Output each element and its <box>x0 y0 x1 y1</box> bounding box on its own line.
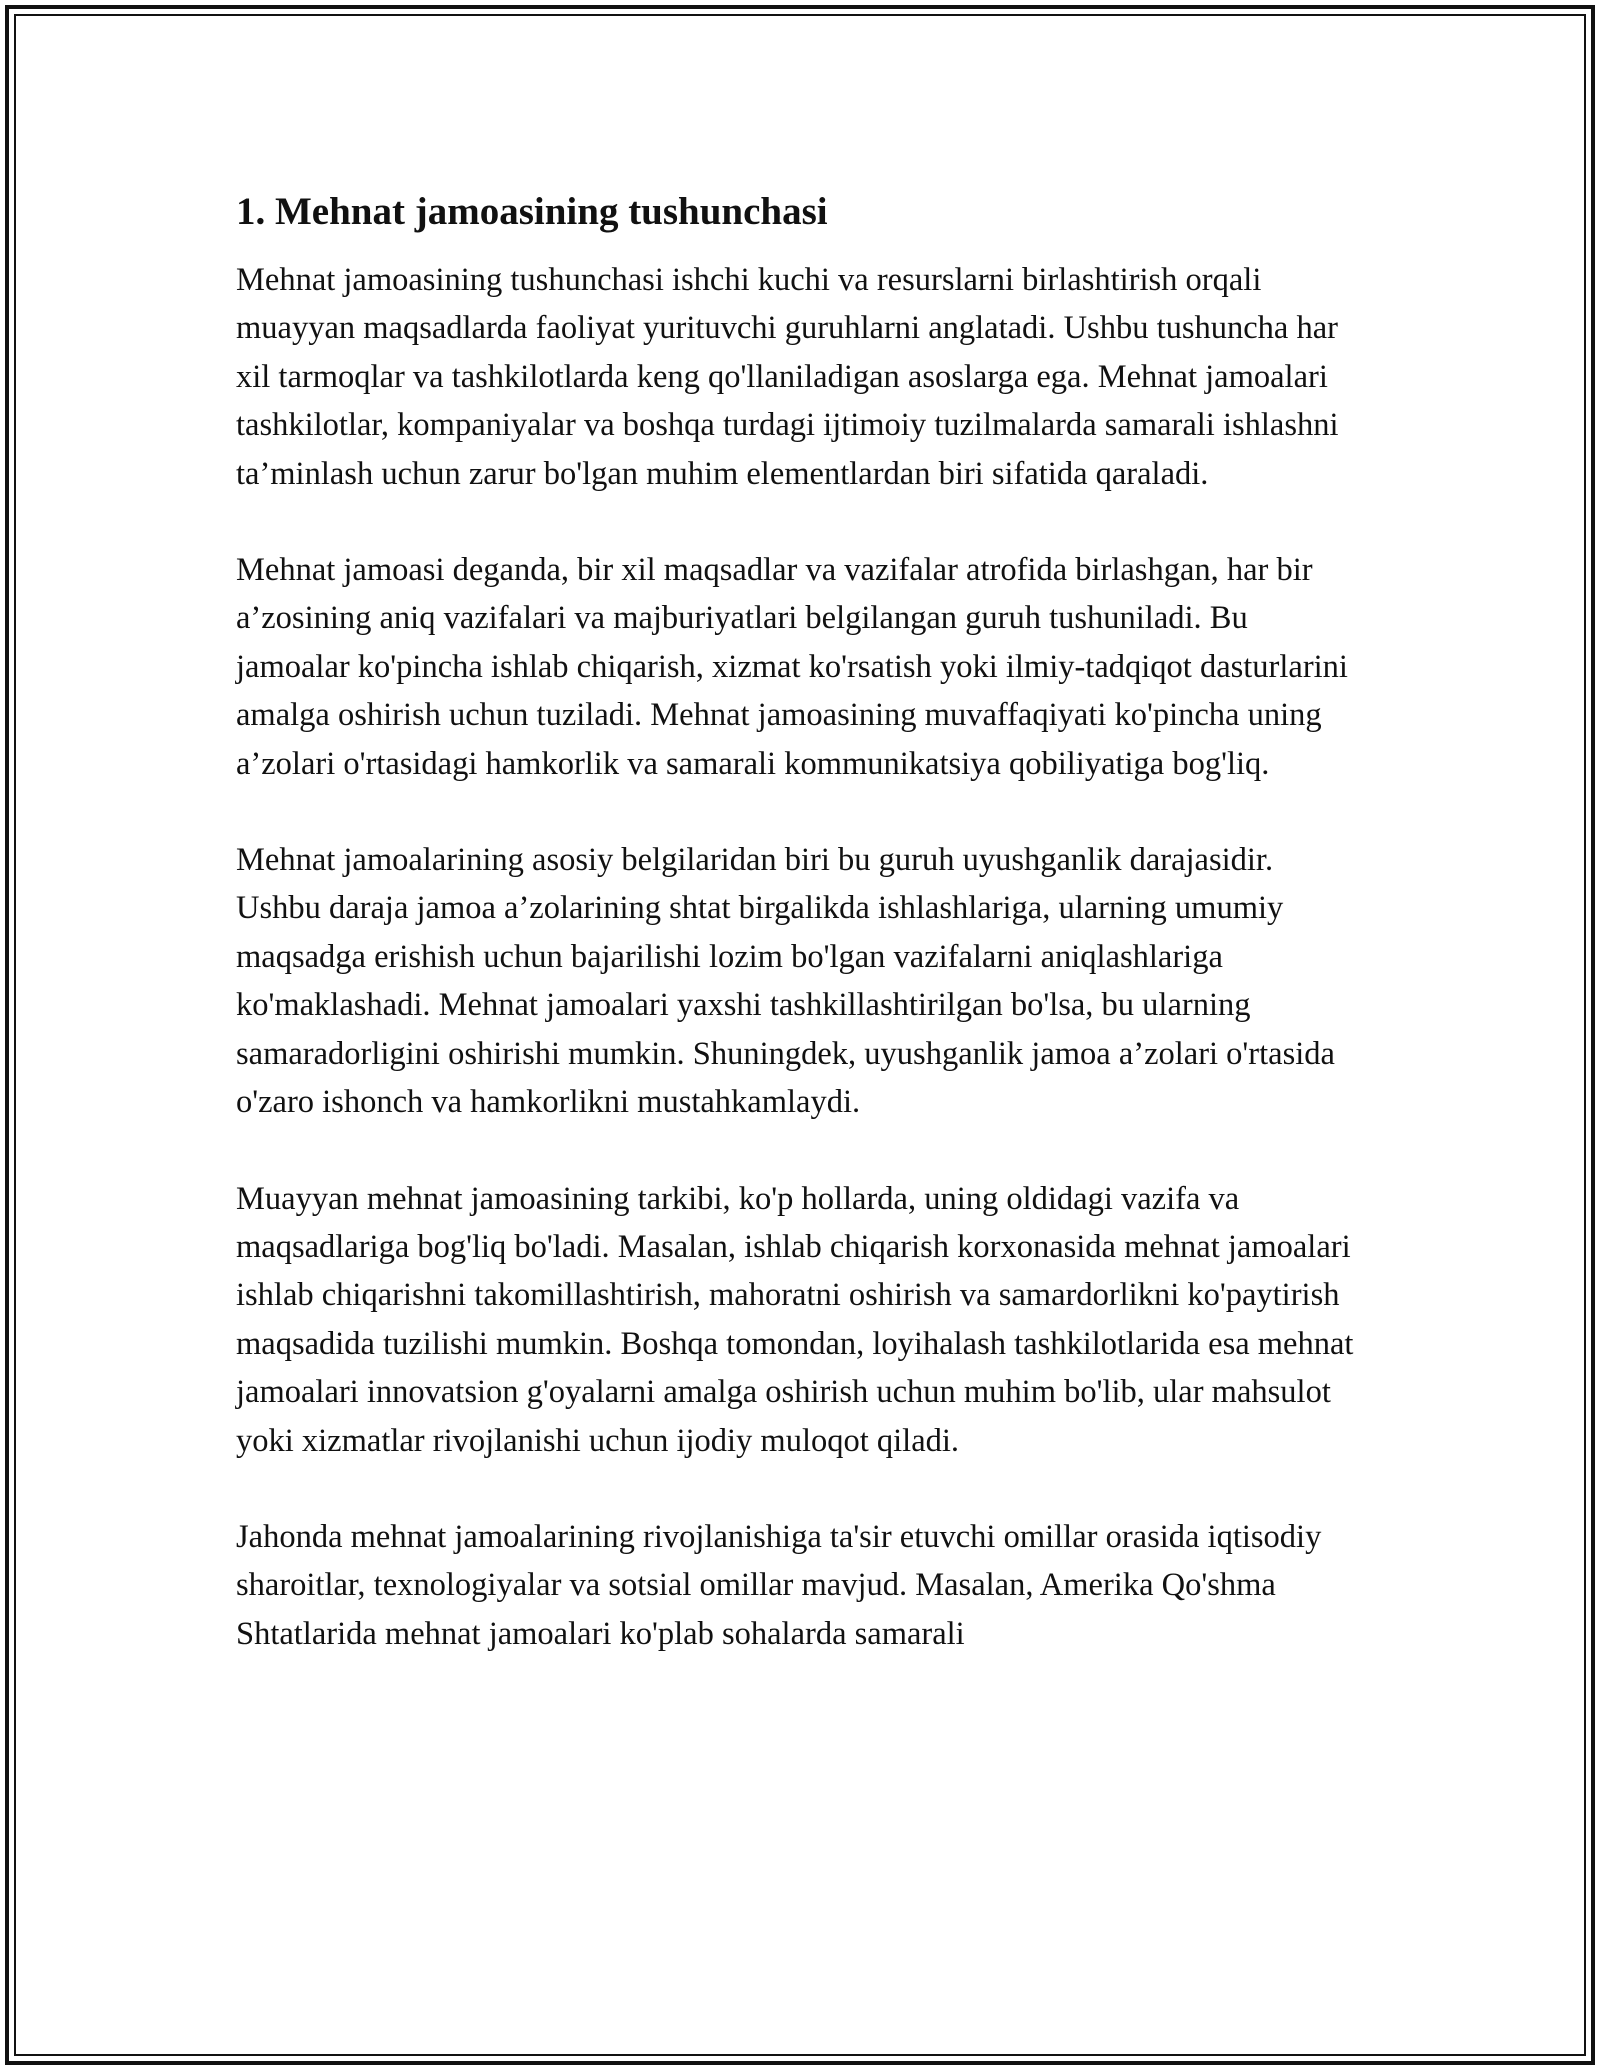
document-body <box>236 186 1366 1706</box>
paragraph-5: Jahonda mehnat jamoalarining rivojlanishiga ta'sir etuvchi omillar orasida iqtisodiy sharoitlar, texnologiyalar va sotsial omillar mavjud. Masalan, Amerika Qo'shma Shtatlarida mehnat jamoalari ko'plab sohalarda samarali <box>236 1518 1322 1652</box>
section-heading: 1. Mehnat jamoasining tushunchasi <box>236 190 828 233</box>
paragraph-2: Mehnat jamoasi deganda, bir xil maqsadlar va vazifalar atrofida birlashgan, har bir a’zosining aniq vazifalari va majburiyatlari belgilangan guruh tushuniladi. Bu jamoalar ko'pincha ishlab chiqarish, xizmat ko'rsatish yoki ilmiy-tadqiqot dasturlarini amalga oshirish uchun tuziladi. Mehnat jamoasining muvaffaqiyati ko'pincha uning a’zolari o'rtasidagi hamkorlik va samarali kommunikatsiya qobiliyatiga bog'liq. <box>236 552 1348 782</box>
paragraph-1: Mehnat jamoasining tushunchasi ishchi kuchi va resurslarni birlashtirish orqali muayyan maqsadlarda faoliyat yurituvchi guruhlarni anglatadi. Ushbu tushuncha har xil tarmoqlar va tashkilotlarda keng qo'llaniladigan asoslarga ega. Mehnat jamoalari tashkilotlar, kompaniyalar va boshqa turdagi ijtimoiy tuzilmalarda samarali ishlashni ta’minlash uchun zarur bo'lgan muhim elementlardan biri sifatida qaraladi. <box>236 262 1339 492</box>
paragraph-4: Muayyan mehnat jamoasining tarkibi, ko'p hollarda, uning oldidagi vazifa va maqsadlariga bog'liq bo'ladi. Masalan, ishlab chiqarish korxonasida mehnat jamoalari ishlab chiqarishni takomillashtirish, mahoratni oshirish va samardorlikni ko'paytirish maqsadida tuzilishi mumkin. Boshqa tomondan, loyihalash tashkilotlarida esa mehnat jamoalari innovatsion g'oyalarni amalga oshirish uchun muhim bo'lib, ular mahsulot yoki xizmatlar rivojlanishi uchun ijodiy muloqot qiladi. <box>236 1180 1354 1459</box>
paragraph-3: Mehnat jamoalarining asosiy belgilaridan biri bu guruh uyushganlik darajasidir. Ushbu daraja jamoa a’zolarining shtat birgalikda ishlashlariga, ularning umumiy maqsadga erishish uchun bajarilishi lozim bo'lgan vazifalarni aniqlashlariga ko'maklashadi. Mehnat jamoalari yaxshi tashkillashtirilgan bo'lsa, bu ularning samaradorligini oshirishi mumkin. Shuningdek, uyushganlik jamoa a’zolari o'rtasida o'zaro ishonch va hamkorlikni mustahkamlaydi. <box>236 842 1335 1121</box>
